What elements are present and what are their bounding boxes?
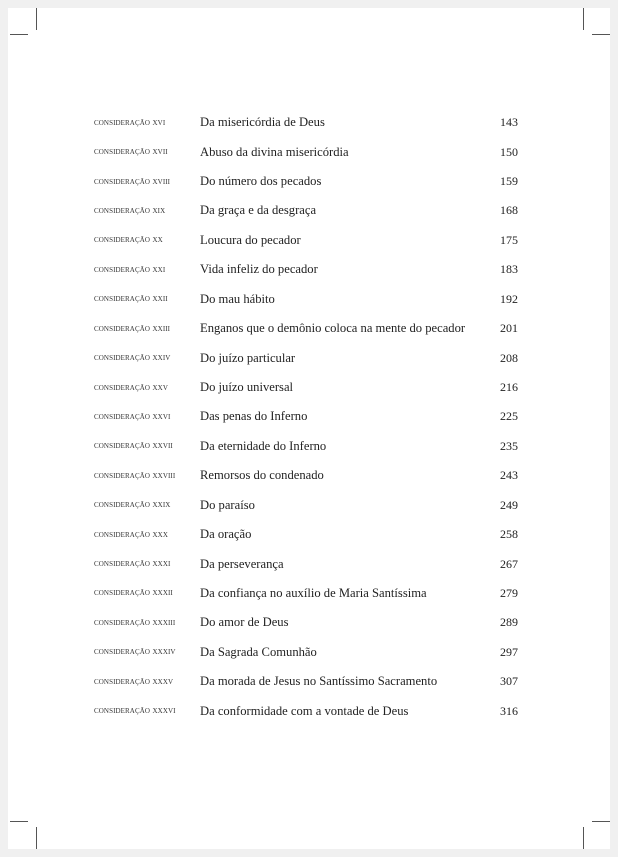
toc-entry-page: 258 bbox=[500, 527, 518, 542]
toc-entry-label: consideração xxx bbox=[94, 529, 168, 540]
toc-entry-label: consideração xxxiv bbox=[94, 647, 176, 658]
crop-mark-bottom-right-vertical bbox=[583, 827, 584, 849]
crop-mark-top-right-vertical bbox=[583, 8, 584, 30]
toc-entry bbox=[94, 255, 518, 284]
toc-entry-title: Da Sagrada Comunhão bbox=[200, 644, 317, 659]
toc-entry-title: Da confiança no auxílio de Maria Santíssima bbox=[200, 585, 427, 600]
toc-entry bbox=[94, 432, 518, 461]
toc-entry bbox=[94, 696, 518, 725]
toc-entry bbox=[94, 343, 518, 372]
toc-entry bbox=[94, 373, 518, 402]
toc-entry-label: consideração xxvii bbox=[94, 441, 173, 452]
toc-entry-page: 267 bbox=[500, 556, 518, 571]
toc-entry-title: Abuso da divina misericórdia bbox=[200, 144, 349, 159]
toc-entry-title: Da graça e da desgraça bbox=[200, 203, 317, 218]
toc-entry-label: consideração xix bbox=[94, 205, 166, 216]
toc-entry bbox=[94, 226, 518, 255]
toc-entry bbox=[94, 108, 518, 137]
toc-entry-title: Remorsos do condenado bbox=[200, 468, 324, 483]
toc-entry-title: Da conformidade com a vontade de Deus bbox=[200, 703, 409, 718]
toc-entry-title: Loucura do pecador bbox=[200, 232, 301, 247]
toc-entry-page: 289 bbox=[500, 615, 518, 630]
toc-entry-page: 316 bbox=[500, 703, 518, 718]
toc-entry-label: consideração xviii bbox=[94, 176, 171, 187]
toc-entry-label: consideração xxxv bbox=[94, 676, 174, 687]
toc-entry-page: 297 bbox=[500, 644, 518, 659]
toc-entry bbox=[94, 490, 518, 519]
toc-entry-label: consideração xvii bbox=[94, 147, 168, 158]
toc-entry-label: consideração xxxvi bbox=[94, 706, 176, 717]
toc-entry-page: 216 bbox=[500, 380, 518, 394]
toc-entry bbox=[94, 167, 518, 196]
toc-entry-page: 183 bbox=[500, 262, 518, 277]
toc-entry bbox=[94, 196, 518, 225]
toc-entry-label: consideração xx bbox=[94, 235, 163, 246]
toc-entry-label: consideração xxiii bbox=[94, 323, 171, 334]
toc-entry bbox=[94, 137, 518, 166]
toc-entry-label: consideração xxv bbox=[94, 382, 168, 393]
toc-entry-title: Da misericórdia de Deus bbox=[200, 115, 325, 130]
toc-entry-title: Do paraíso bbox=[200, 497, 255, 512]
toc-entry-page: 235 bbox=[500, 438, 518, 453]
toc-entry-label: consideração xvi bbox=[94, 117, 166, 128]
toc-entry bbox=[94, 608, 518, 637]
toc-entry-title: Do número dos pecados bbox=[200, 174, 322, 189]
toc-entry-page: 175 bbox=[500, 232, 518, 247]
toc-entry-page: 192 bbox=[500, 291, 518, 306]
toc-entry bbox=[94, 402, 518, 431]
toc-entry-label: consideração xxi bbox=[94, 264, 166, 275]
crop-mark-top-left-horizontal bbox=[10, 34, 28, 35]
toc-entry bbox=[94, 549, 518, 578]
toc-entry-page: 249 bbox=[500, 497, 518, 512]
toc-entry-page: 279 bbox=[500, 585, 518, 600]
toc-entry bbox=[94, 579, 518, 608]
toc-entry-label: consideração xxiv bbox=[94, 353, 171, 364]
toc-entry-page: 143 bbox=[500, 115, 518, 130]
toc-entry-page: 168 bbox=[500, 203, 518, 218]
toc-entry-title: Da perseverança bbox=[200, 556, 284, 571]
toc-entry-title: Da eternidade do Inferno bbox=[200, 438, 327, 453]
toc-entry-title: Do amor de Deus bbox=[200, 615, 289, 630]
toc-entry-title: Das penas do Inferno bbox=[200, 409, 308, 424]
crop-mark-bottom-left-horizontal bbox=[10, 821, 28, 822]
toc-entry-title: Enganos que o demônio coloca na mente do pecador bbox=[200, 321, 466, 336]
toc-entry-title: Da oração bbox=[200, 527, 252, 542]
toc-entry-page: 208 bbox=[500, 350, 518, 365]
toc-entry-label: consideração xxxiii bbox=[94, 617, 176, 628]
toc-entry-page: 307 bbox=[500, 674, 518, 689]
toc-entry-label: consideração xxxii bbox=[94, 588, 173, 599]
toc-entry bbox=[94, 638, 518, 667]
toc-entry bbox=[94, 461, 518, 490]
toc-entry-label: consideração xxvi bbox=[94, 411, 171, 422]
toc-entry-title: Do mau hábito bbox=[200, 291, 275, 306]
toc-entry-page: 243 bbox=[500, 468, 518, 483]
crop-mark-bottom-left-vertical bbox=[36, 827, 37, 849]
toc-entry bbox=[94, 314, 518, 343]
crop-mark-top-right-horizontal bbox=[592, 34, 610, 35]
table-of-contents bbox=[94, 108, 518, 726]
toc-entry-title: Do juízo universal bbox=[200, 380, 294, 394]
toc-entry-title: Do juízo particular bbox=[200, 350, 296, 365]
toc-entry bbox=[94, 285, 518, 314]
toc-entry-page: 225 bbox=[500, 409, 518, 424]
toc-entry-label: consideração xxviii bbox=[94, 470, 176, 481]
toc-entry-page: 159 bbox=[500, 174, 518, 189]
toc-entry-label: consideração xxix bbox=[94, 500, 171, 511]
toc-entry-title: Vida infeliz do pecador bbox=[200, 262, 318, 277]
crop-mark-top-left-vertical bbox=[36, 8, 37, 30]
toc-entry bbox=[94, 520, 518, 549]
crop-mark-bottom-right-horizontal bbox=[592, 821, 610, 822]
toc-entry-label: consideração xxxi bbox=[94, 559, 171, 570]
toc-entry-page: 150 bbox=[500, 144, 518, 159]
toc-entry bbox=[94, 667, 518, 696]
toc-entry-title: Da morada de Jesus no Santíssimo Sacramento bbox=[200, 674, 438, 689]
toc-entry-page: 201 bbox=[500, 321, 518, 336]
toc-entry-label: consideração xxii bbox=[94, 294, 168, 305]
